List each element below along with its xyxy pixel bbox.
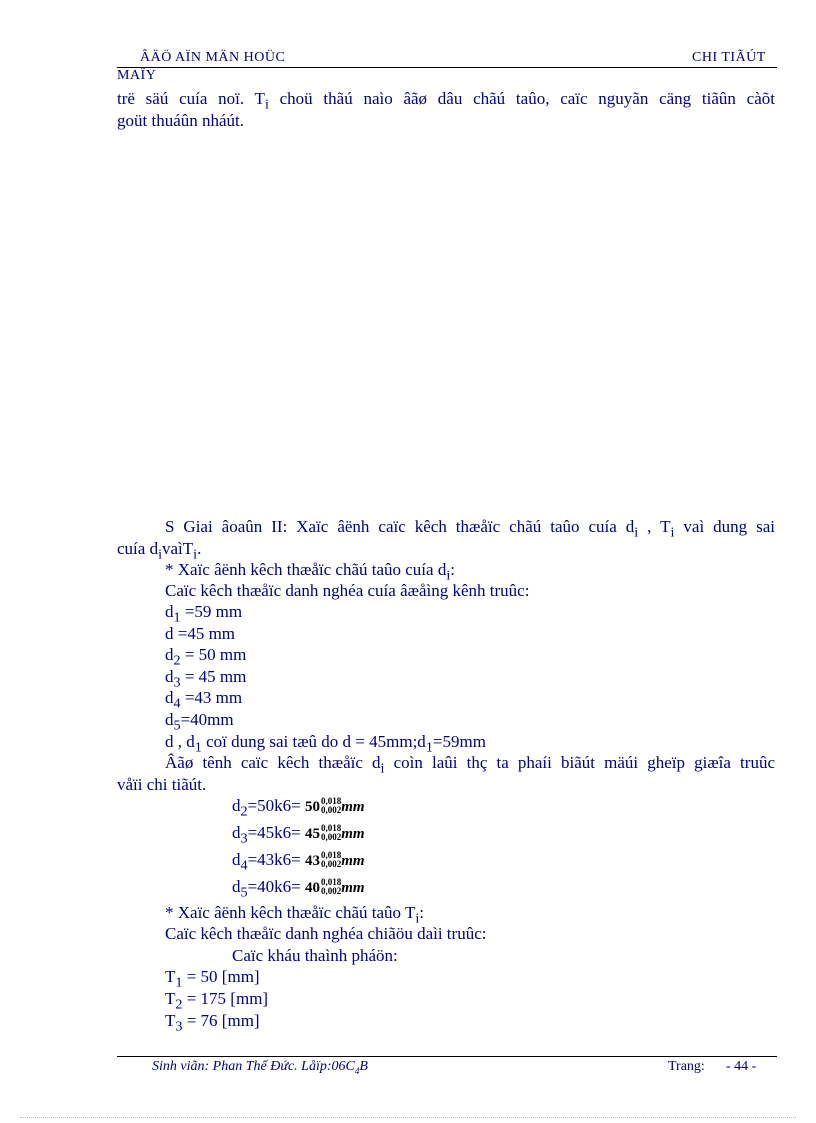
- diameter-d: d =45 mm: [165, 624, 236, 643]
- diameter-d2: $d_2 = 50$ mm: [165, 645, 247, 669]
- fit-paragraph-line-2: våïi chi tiãút.: [117, 775, 207, 794]
- intro-line-1: trë säú cuía noï. $T_i$ choü thãú naìo âãø dâu chãú taûo, caïc nguyãn cäng tiãûn càõt: [117, 89, 775, 113]
- nominal-lengths-intro: Caïc kêch thæåïc danh nghéa chiãöu daìi truûc:: [165, 924, 487, 943]
- component-links-label: Caïc kháu thaình pháön:: [232, 946, 398, 965]
- fit-d3: $d_3=45k6= 45$ 0,018 0,002 mm: [232, 823, 365, 847]
- fit-d2: $d_2=50k6= 50$ 0,018 0,002 mm: [232, 796, 365, 820]
- fit-d5: $d_5=40k6= 40$ 0,018 0,002 mm: [232, 877, 365, 901]
- header-rule: [117, 67, 777, 68]
- header-left-title: ÂÄÖ AÏN MÄN HOÜC: [140, 50, 286, 65]
- footer-student-info: Sinh viãn: Phan Thế Đức. $Låïp:06C_4B$: [152, 1059, 368, 1076]
- subheading-diameters: * Xaïc âënh kêch thæåïc chãú taûo cuía $d_i$:: [165, 560, 455, 584]
- page-bottom-edge: [20, 1117, 796, 1118]
- intro-line-2: goüt thuáûn nháút.: [117, 111, 245, 130]
- nominal-diameters-intro: Caïc kêch thæåïc danh nghéa cuía âæåìng kênh truûc:: [165, 581, 530, 600]
- footer-rule: [117, 1056, 777, 1057]
- header-right-title: CHI TIÃÚT: [692, 50, 766, 65]
- diameter-d3: $d_3 = 45$ mm: [165, 667, 247, 691]
- length-t3: $T_3 = 76$ [mm]: [165, 1011, 260, 1035]
- diameter-d5: $d_5=40mm$: [165, 710, 234, 734]
- footer-page-number: - 44 -: [726, 1059, 757, 1074]
- length-t2: $T_2 = 175$ [mm]: [165, 989, 269, 1013]
- footer-page-label: Trang:: [668, 1059, 705, 1074]
- subheading-lengths: * Xaïc âënh kêch thæåïc chãú taûo $T_i$:: [165, 903, 425, 927]
- diameter-d4: $d_4 =43$ mm: [165, 688, 243, 712]
- length-t1: $T_1 = 50$ [mm]: [165, 967, 260, 991]
- header-continuation: MAÏY: [117, 68, 157, 83]
- section-heading-line-2: cuía $d_ivaìT_i$.: [117, 539, 202, 563]
- fit-paragraph-line-1: Âãø tênh caïc kêch thæåïc $d_i$ coìn laûi thç ta phaíi biãút mäúi gheïp giæîa truûc: [165, 753, 775, 777]
- free-tolerance-line: d , $d_1$ coï dung sai tæû do $d = 45mm;d_1=59mm$: [165, 732, 486, 756]
- section-heading-line-1: S Giai âoaûn II: Xaïc âënh caïc kêch thæåïc chãú taûo cuía $d_i$ , $T_i$ vaì dung sai: [165, 517, 776, 541]
- diameter-d1: $d_1 =59$ mm: [165, 602, 243, 626]
- fit-d4: $d_4=43k6= 43$ 0,018 0,002 mm: [232, 850, 365, 874]
